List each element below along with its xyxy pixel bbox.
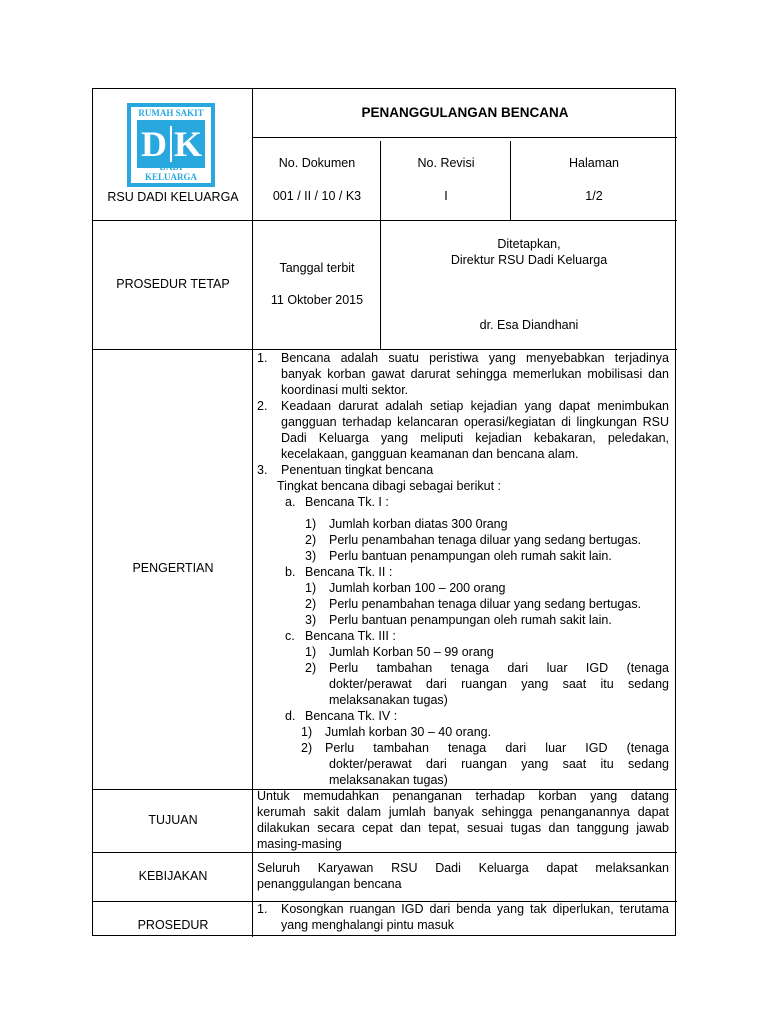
list-item: 1) Jumlah korban 100 – 200 orang	[305, 581, 506, 595]
item-letter: a.	[285, 495, 296, 509]
grid-line	[510, 141, 511, 221]
prosedur-step-1	[257, 901, 669, 933]
level-title: Bencana Tk. II :	[305, 565, 393, 579]
no-dokumen-label: No. Dokumen	[278, 156, 356, 170]
tanggal-terbit-value: 11 Oktober 2015	[270, 293, 364, 307]
prosedur-tetap-label: PROSEDUR TETAP	[116, 277, 230, 291]
logo-letter-k: K	[173, 124, 202, 164]
level-b-heading	[257, 564, 669, 580]
text-line: dokter/perawat dari ruangan yang saat itu sedang	[329, 677, 669, 691]
level-c-heading	[257, 628, 669, 644]
grid-line	[253, 137, 677, 138]
tujuan-label: TUJUAN	[148, 813, 198, 827]
halaman-value: 1/2	[585, 189, 603, 203]
text-line: banyak korban gawat darurat sehingga memerlukan mobilisasi dan	[281, 367, 669, 381]
text-line: melaksanakan tugas)	[329, 693, 448, 707]
prosedur-content	[257, 901, 669, 933]
text-line: Untuk memudahkan penanganan terhadap korban yang datang	[257, 789, 669, 803]
hospital-name: RSU DADI KELUARGA	[107, 190, 239, 204]
halaman-label: Halaman	[568, 156, 620, 170]
item-number: 3.	[257, 463, 268, 477]
no-dokumen-value: 001 / II / 10 / K3	[272, 189, 362, 203]
sop-document-table	[92, 88, 676, 936]
definition-item-3	[257, 462, 669, 494]
pengertian-content	[257, 350, 669, 788]
ditetapkan-text: Ditetapkan,	[497, 237, 561, 251]
signatory-name: dr. Esa Diandhani	[479, 318, 579, 332]
text-line: Penentuan tingkat bencana	[281, 463, 434, 477]
item-number: 1.	[257, 902, 268, 916]
list-item: 3) Perlu bantuan penampungan oleh rumah sakit lain.	[305, 613, 612, 627]
list-item: 3) Perlu bantuan penampungan oleh rumah sakit lain.	[305, 549, 612, 563]
text-line: Seluruh Karyawan RSU Dadi Keluarga dapat melaksankan	[257, 861, 669, 875]
logo-bottom-text: DADI KELUARGA	[144, 162, 197, 182]
grid-line	[93, 852, 677, 853]
level-title: Bencana Tk. IV :	[305, 709, 398, 723]
text-line: penanggulangan bencana	[257, 877, 402, 891]
tanggal-terbit-label: Tanggal terbit	[279, 261, 355, 275]
grid-line	[93, 220, 677, 221]
kebijakan-content	[257, 860, 669, 892]
logo-letter-d: D	[141, 124, 167, 164]
item-number: 1.	[257, 351, 268, 365]
level-d-heading	[257, 708, 669, 724]
document-title: PENANGGULANGAN BENCANA	[361, 105, 569, 120]
text-line: Tingkat bencana dibagi sebagai berikut :	[277, 479, 501, 493]
direktur-text: Direktur RSU Dadi Keluarga	[450, 253, 608, 267]
definition-item-2	[257, 398, 669, 462]
text-line: Bencana adalah suatu peristiwa yang menyebabkan terjadinya	[281, 351, 669, 365]
list-item: 2) Perlu penambahan tenaga diluar yang sedang bertugas.	[305, 597, 642, 611]
text-line: Perlu tambahan tenaga dari luar IGD (tenaga	[325, 741, 669, 755]
list-item: 1) Jumlah Korban 50 – 99 orang	[305, 645, 494, 659]
text-line: Dadi Keluarga yang meliputi kejadian kebakaran, peledakan,	[281, 431, 669, 445]
text-line: kecelakaan, gangguan keamanan dan bencana alam.	[281, 447, 579, 461]
text-line: masing-masing	[257, 837, 342, 851]
item-letter: d.	[285, 709, 296, 723]
level-title: Bencana Tk. III :	[305, 629, 396, 643]
text-line: Perlu tambahan tenaga dari luar IGD (tenaga	[329, 661, 669, 675]
level-a-heading	[257, 494, 669, 510]
text-line: dokter/perawat dari ruangan yang saat itu sedang	[329, 757, 669, 771]
level-title: Bencana Tk. I :	[305, 495, 389, 509]
tujuan-content	[257, 788, 669, 852]
text-line: Kosongkan ruangan IGD dari benda yang tak diperlukan, terutama	[281, 902, 669, 916]
hospital-logo	[127, 103, 215, 187]
list-item: 2) Perlu tambahan tenaga dari luar IGD (tenaga dokter/perawat dari ruangan yang saat itu sedang melaksanakan tugas)	[301, 741, 669, 787]
text-line: koordinasi multi sektor.	[281, 383, 409, 397]
text-line: melaksanakan tugas)	[329, 773, 448, 787]
pengertian-label: PENGERTIAN	[132, 561, 214, 575]
text-line: Keadaan darurat adalah setiap kejadian yang dapat menimbukan	[281, 399, 669, 413]
text-line: kerumah sakit dalam jumlah banyak sehingga penanganannya dapat	[257, 805, 669, 819]
list-item: 2) Perlu penambahan tenaga diluar yang sedang bertugas.	[305, 533, 642, 547]
no-revisi-label: No. Revisi	[417, 156, 475, 170]
item-letter: b.	[285, 565, 296, 579]
kebijakan-label: KEBIJAKAN	[138, 869, 208, 883]
definition-item-1	[257, 350, 669, 398]
no-revisi-value: I	[444, 189, 448, 203]
logo-band	[137, 120, 205, 168]
list-item: 1) Jumlah korban diatas 300 0rang	[305, 517, 508, 531]
list-item: 1) Jumlah korban 30 – 40 orang.	[301, 725, 492, 739]
list-item: 2) Perlu tambahan tenaga dari luar IGD (tenaga dokter/perawat dari ruangan yang saat itu sedang melaksanakan tugas)	[305, 661, 669, 707]
text-line: gangguan terhadap kelancaran operasi/kegiatan di lingkungan RSU	[281, 415, 669, 429]
text-line: dilakukan secara cepat dan tepat, sesuai tugas dan tanggung jawab	[257, 821, 669, 835]
item-letter: c.	[285, 629, 295, 643]
text-line: yang menghalangi pintu masuk	[281, 918, 455, 932]
prosedur-label: PROSEDUR	[137, 918, 209, 932]
item-number: 2.	[257, 399, 268, 413]
logo-top-text: RUMAH SAKIT	[138, 108, 204, 118]
